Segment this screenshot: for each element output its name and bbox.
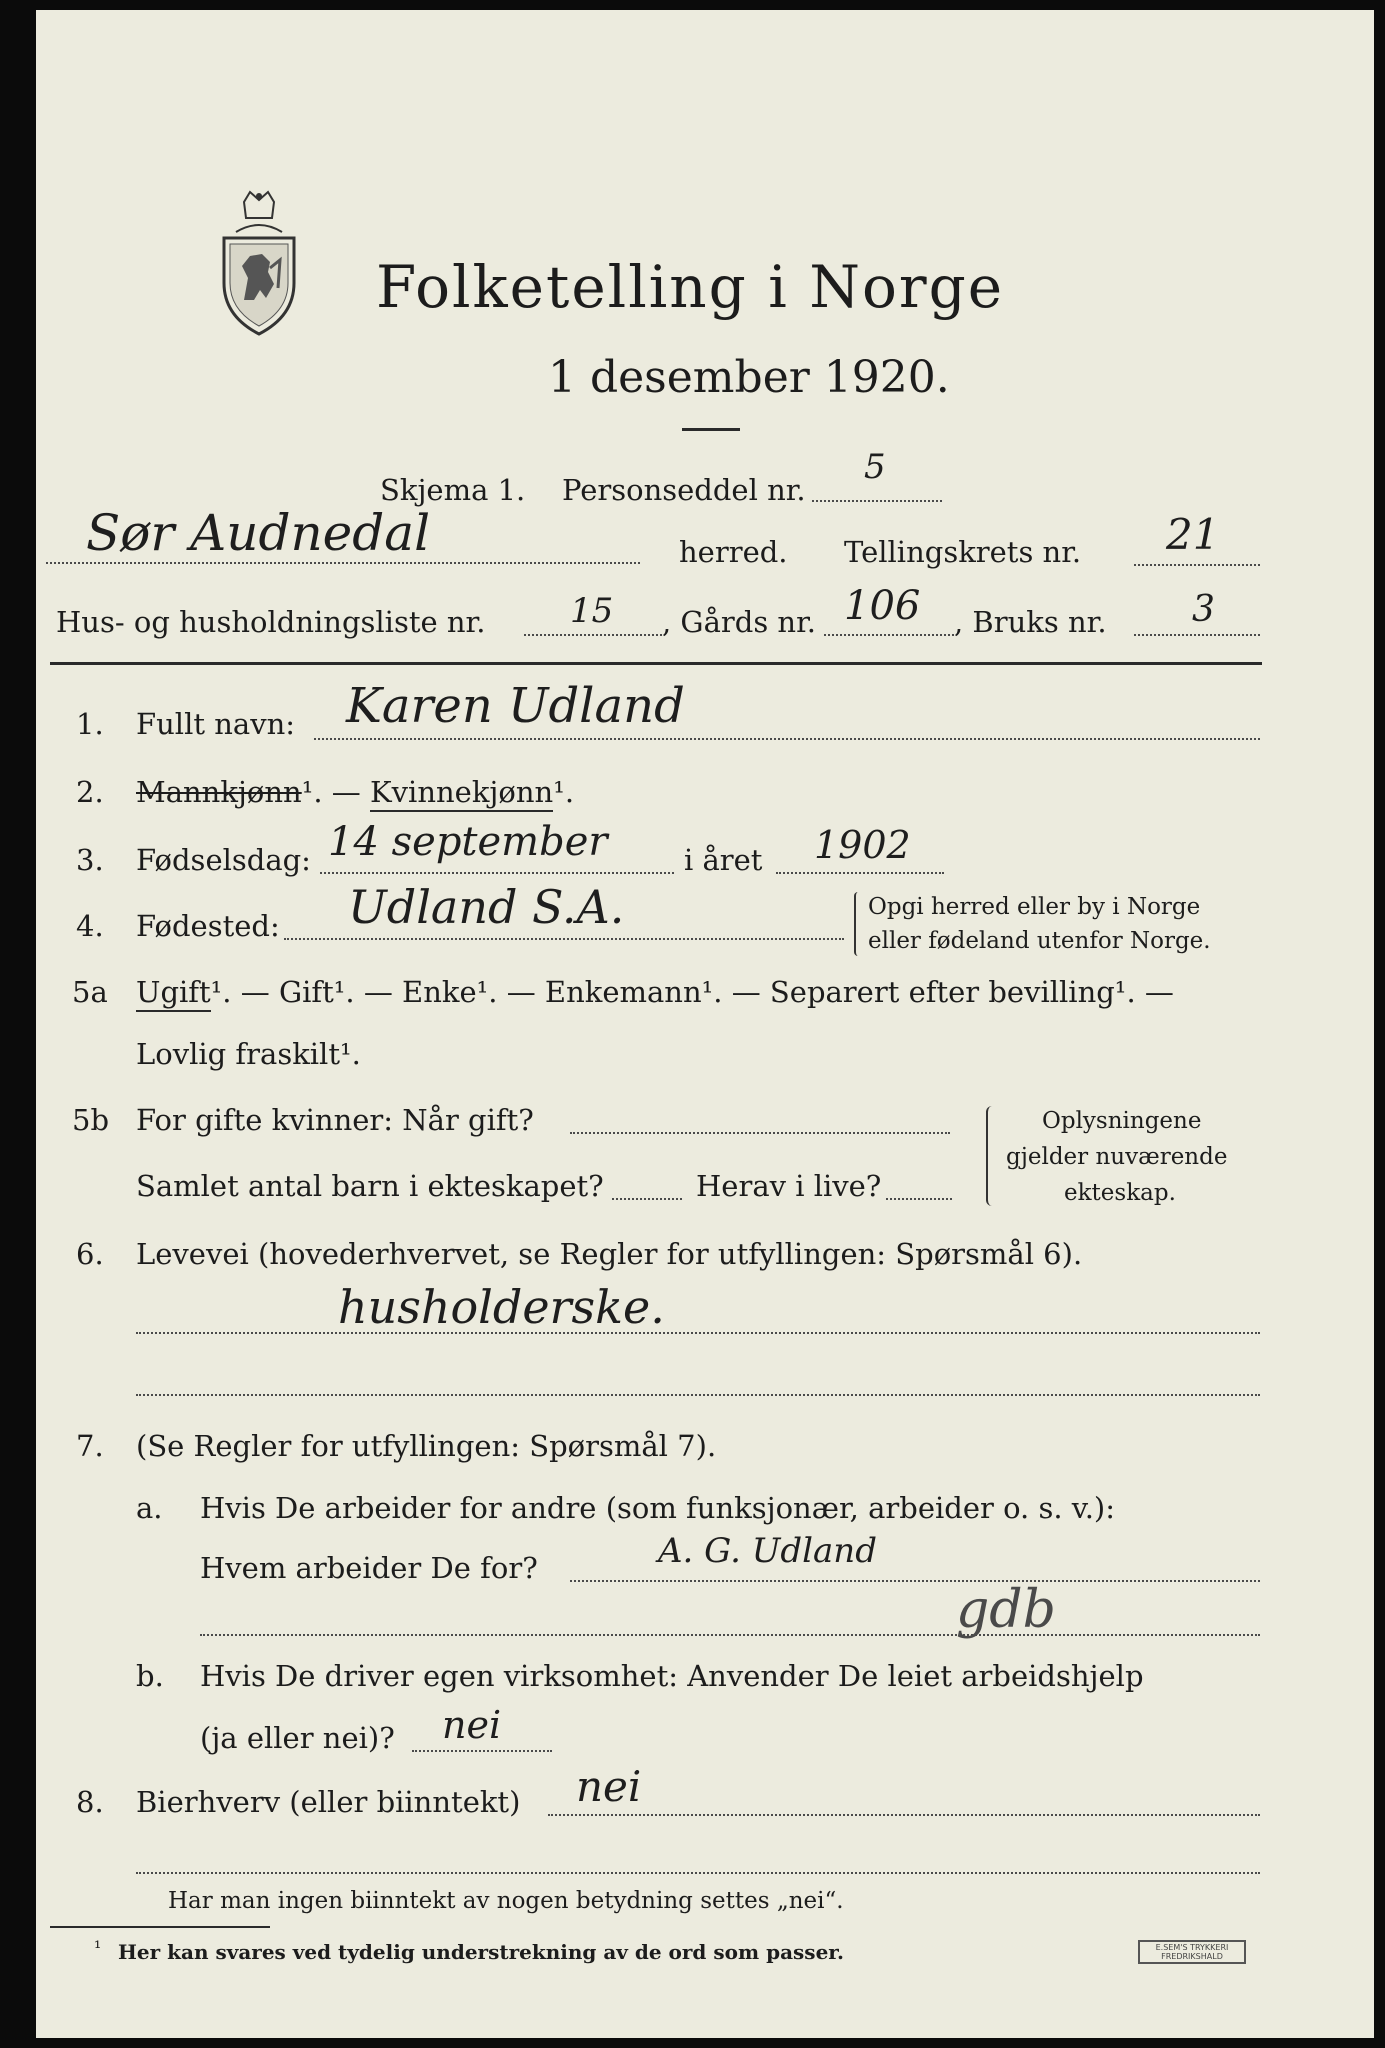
q5b-line	[570, 1132, 950, 1134]
q5b-children-label: Samlet antal barn i ekteskapet?	[136, 1169, 604, 1203]
q5b-alive-label: Herav i live?	[696, 1169, 882, 1203]
q1-label: Fullt navn:	[136, 707, 296, 741]
tellingskrets-label: Tellingskrets nr.	[844, 535, 1082, 569]
q5b-children-line	[612, 1198, 682, 1200]
q5a-number: 5a	[72, 975, 108, 1009]
liste-line	[524, 634, 662, 636]
q5a-ugift-option[interactable]: Ugift	[136, 975, 211, 1012]
q6-line1	[136, 1332, 1260, 1334]
personseddel-value[interactable]: 5	[864, 447, 886, 487]
q7b-text: Hvis De driver egen virksomhet: Anvender De leiet arbeidshjelp	[200, 1659, 1144, 1693]
q2-end: ¹.	[553, 775, 575, 809]
q3-year-label: i året	[684, 843, 763, 877]
q5a-options	[136, 975, 1174, 1009]
liste-label: Hus- og husholdningsliste nr.	[56, 605, 486, 639]
herred-line	[46, 562, 640, 564]
title-divider	[682, 428, 740, 431]
q7-label: (Se Regler for utfyllingen: Spørsmål 7).	[136, 1429, 717, 1463]
q6-label: Levevei (hovederhvervet, se Regler for utfyllingen: Spørsmål 6).	[136, 1237, 1083, 1271]
q3-number: 3.	[76, 843, 104, 877]
q5b-note-line2: gjelder nuværende	[1006, 1144, 1228, 1170]
q6-number: 6.	[76, 1237, 104, 1271]
q4-number: 4.	[76, 909, 104, 943]
q4-line	[284, 938, 844, 940]
q3-label: Fødselsdag:	[136, 843, 311, 877]
gards-label: , Gårds nr.	[662, 605, 816, 639]
q2-options	[136, 775, 575, 809]
q7b-question: (ja eller nei)?	[200, 1721, 395, 1755]
footer-note: Har man ingen biinntekt av nogen betydning settes „nei“.	[168, 1888, 844, 1914]
q2-number: 2.	[76, 775, 104, 809]
census-date: 1 desember 1920.	[548, 352, 950, 403]
q4-note-brace	[854, 892, 862, 956]
herred-value[interactable]: Sør Audnedal	[86, 504, 431, 562]
personseddel-line	[812, 500, 942, 502]
bruks-line	[1134, 634, 1260, 636]
q1-line	[314, 738, 1260, 740]
footer-divider	[50, 1926, 270, 1928]
q7b-letter: b.	[136, 1659, 164, 1693]
q6-value[interactable]: husholderske.	[338, 1280, 665, 1334]
schema-label: Skjema 1.	[380, 473, 526, 507]
q5a-line2: Lovlig fraskilt¹.	[136, 1037, 361, 1071]
q3-line	[320, 872, 674, 874]
q7a-text: Hvis De arbeider for andre (som funksjonær, arbeider o. s. v.):	[200, 1491, 1116, 1525]
q7a-question: Hvem arbeider De for?	[200, 1551, 538, 1585]
q5b-label: For gifte kvinner: Når gift?	[136, 1103, 534, 1137]
herred-label: herred.	[679, 535, 788, 569]
norwegian-lion-coat-of-arms-icon	[214, 188, 304, 338]
q1-value[interactable]: Karen Udland	[346, 678, 685, 734]
page-title: Folketelling i Norge	[376, 253, 1005, 321]
q8-number: 8.	[76, 1785, 104, 1819]
q5b-note-brace	[986, 1106, 996, 1206]
q5b-number: 5b	[72, 1103, 110, 1137]
q5a-other-options: ¹. — Gift¹. — Enke¹. — Enkemann¹. — Separert efter bevilling¹. —	[210, 975, 1174, 1009]
printer-stamp	[1138, 1940, 1246, 1964]
q1-number: 1.	[76, 707, 104, 741]
q7a-value[interactable]: A. G. Udland	[658, 1531, 877, 1571]
q7-number: 7.	[76, 1429, 104, 1463]
bruks-value[interactable]: 3	[1192, 589, 1215, 630]
q7a-mark: gdb	[956, 1580, 1056, 1640]
q8-value[interactable]: nei	[576, 1762, 642, 1811]
printer-stamp-line2: FREDRIKSHALD	[1161, 1952, 1223, 1961]
q4-note-line2: eller fødeland utenfor Norge.	[868, 928, 1211, 954]
q2-male-option[interactable]: Mannkjønn	[136, 775, 302, 809]
printer-stamp-line1: E.SEM'S TRYKKERI	[1155, 1943, 1229, 1952]
gards-value[interactable]: 106	[844, 583, 921, 629]
q5b-alive-line	[886, 1198, 952, 1200]
q7b-value[interactable]: nei	[442, 1703, 502, 1747]
q3-year-line	[776, 872, 944, 874]
gards-line	[824, 634, 954, 636]
q4-value[interactable]: Udland S.A.	[348, 880, 625, 934]
q3-value[interactable]: 14 september	[328, 819, 608, 865]
section-divider	[50, 662, 1262, 665]
q6-line2	[136, 1394, 1260, 1396]
q5b-note-line1: Oplysningene	[1042, 1108, 1202, 1134]
q7a-line	[570, 1580, 1260, 1582]
q8-line2	[136, 1872, 1260, 1874]
q8-label: Bierhverv (eller biinntekt)	[136, 1785, 521, 1819]
footnote-mark: ¹	[94, 1938, 102, 1959]
q8-line	[548, 1814, 1260, 1816]
q2-female-option[interactable]: Kvinnekjønn	[370, 775, 553, 812]
q7a-line2	[200, 1634, 1260, 1636]
footnote-text: Her kan svares ved tydelig understrekning av de ord som passer.	[118, 1940, 844, 1964]
q2-separator: ¹. —	[301, 775, 361, 809]
liste-value[interactable]: 15	[570, 591, 614, 631]
q5b-note-line3: ekteskap.	[1064, 1180, 1176, 1206]
census-form-sheet	[36, 10, 1374, 2038]
q7b-line	[412, 1750, 552, 1752]
q4-note-line1: Opgi herred eller by i Norge	[868, 894, 1201, 920]
tellingskrets-value[interactable]: 21	[1166, 510, 1220, 559]
personseddel-label: Personseddel nr.	[562, 473, 806, 507]
q4-label: Fødested:	[136, 909, 280, 943]
tellingskrets-line	[1134, 564, 1260, 566]
q7a-letter: a.	[136, 1491, 163, 1525]
q3-year-value[interactable]: 1902	[814, 823, 911, 867]
bruks-label: , Bruks nr.	[954, 605, 1107, 639]
